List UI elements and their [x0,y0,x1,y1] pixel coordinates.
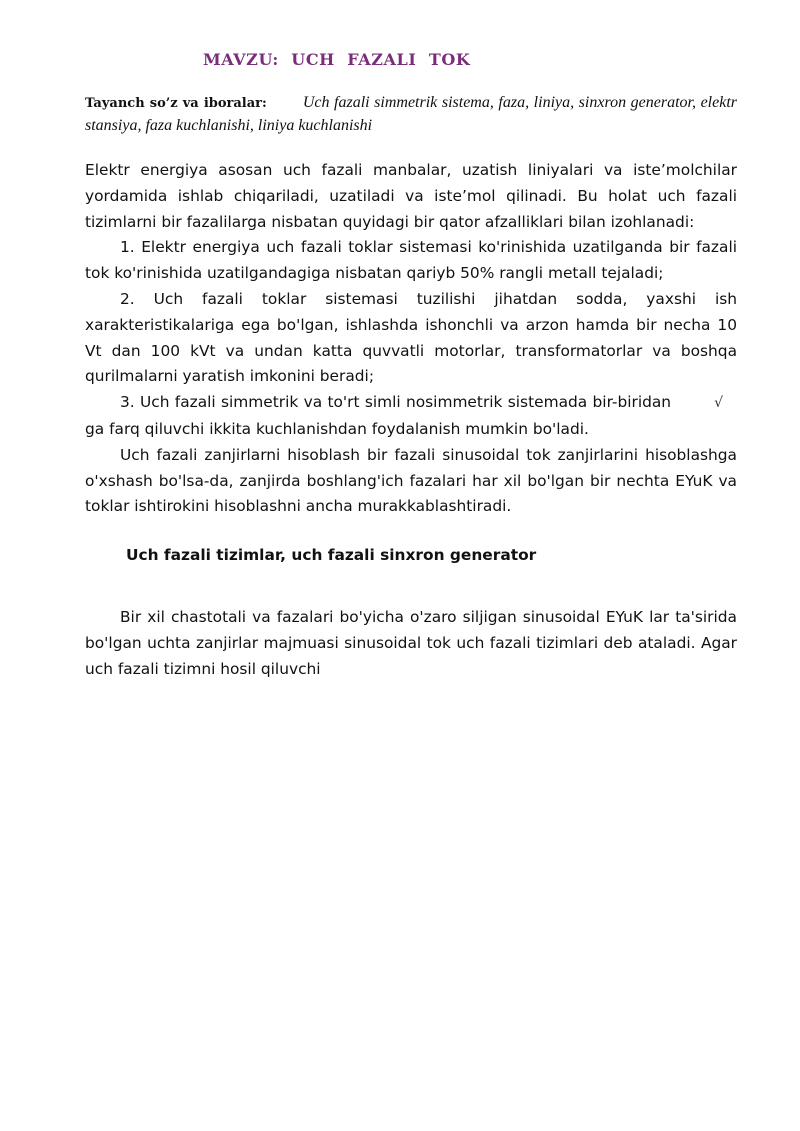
advantage-item-3 [85,390,737,443]
square-root-icon: √ [714,395,723,412]
document-body [85,158,737,682]
intro-paragraph: Elektr energiya asosan uch fazali manbalar, uzatish liniyalari va iste’molchilar yordamida ishlab chiqariladi, uzatiladi va iste’mol qilinadi. Bu holat uch fazali tizimlarni bir fazalilarga nisbatan quyidagi bir qator afzalliklari bilan izohlanadi: [85,161,737,231]
calculation-paragraph: Uch fazali zanjirlarni hisoblash bir fazali sinusoidal tok zanjirlarini hisoblashga o'xshash bo'lsa-da, zanjirda boshlang'ich fazalari har xil bo'lgan bir nechta EYuK va toklar ishtirokini hisoblashni ancha murakkablashtiradi. [85,445,737,516]
keywords-paragraph [85,92,737,137]
item-3-text-before: 3. Uch fazali simmetrik va to'rt simli nosimmetrik sistemada bir-biridan [120,393,672,412]
page-title: MAVZU: UCH FAZALI TOK [203,50,471,69]
keywords-list: Uch fazali simmetrik sistema, faza, liniya, sinxron generator, elektr stansiya, faza kuchlanishi, liniya kuchlanishi [85,94,737,134]
keywords-label: Tayanch so’z va iboralar: [85,96,267,111]
item-3-text-after: ga farq qiluvchi ikkita kuchlanishdan foydalanish mumkin bo'ladi. [85,419,589,438]
definition-paragraph: Bir xil chastotali va fazalari bo'yicha o'zaro siljigan sinusoidal EYuK lar ta'sirida bo'lgan uchta zanjirlar majmuasi sinusoidal tok uch fazali tizimlari deb ataladi. Agar uch fazali tizimni hosil qiluvchi [85,607,737,678]
advantage-item-1: 1. Elektr energiya uch fazali toklar sistemasi ko'rinishida uzatilganda bir fazali tok ko'rinishida uzatilgandagiga nisbatan qariyb 50% rangli metall tejaladi; [85,238,737,283]
section-heading: Uch fazali tizimlar, uch fazali sinxron generator [126,546,537,565]
advantage-item-2: 2. Uch fazali toklar sistemasi tuzilishi jihatdan sodda, yaxshi ish xarakteristikalariga ega bo'lgan, ishlashda ishonchli va arzon hamda bir necha 10 Vt dan 100 kVt va undan katta quvvatli motorlar, transformatorlar va boshqa qurilmalarni yaratish imkonini beradi; [85,289,737,386]
